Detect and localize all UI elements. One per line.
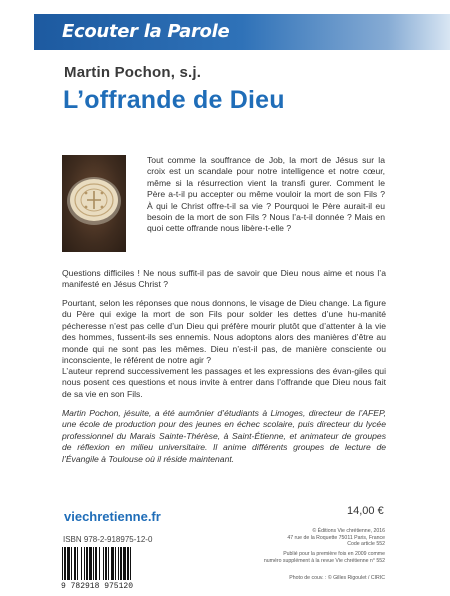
barcode-bar <box>84 547 85 580</box>
barcode-bar <box>111 547 114 580</box>
barcode-bar <box>99 547 100 580</box>
legal-edition-line-3: Code article 552 <box>347 541 385 548</box>
barcode-bar <box>115 547 116 580</box>
price: 14,00 € <box>347 505 384 517</box>
questions-block <box>62 268 386 291</box>
legal-edition-line-1: © Éditions Vie chrétienne, 2016 <box>312 528 385 534</box>
barcode-bar <box>64 547 66 580</box>
barcode-graphic <box>60 547 170 589</box>
barcode-bar <box>93 547 94 580</box>
publisher-website[interactable]: viechretienne.fr <box>64 509 161 524</box>
barcode-bar <box>67 547 70 580</box>
barcode-bar <box>81 547 82 580</box>
barcode-bar <box>118 547 119 580</box>
barcode-bar <box>105 547 107 580</box>
legal-publication <box>245 551 385 564</box>
barcode-bar <box>130 547 131 580</box>
barcode-bar <box>77 547 78 580</box>
legal-edition <box>245 528 385 548</box>
barcode-bar <box>95 547 97 580</box>
host-bread-photo <box>62 155 126 252</box>
legal-publication-line-1: Publié pour la première fois en 2009 comme <box>283 551 385 557</box>
paragraph-2: Pourtant, selon les réponses que nous donnons, le visage de Dieu change. La figure du Père qui exige la mort de son Fils pour solder les dettes d’une hu-manité pécheresse n’est pas celle d’un Dieu qui préfère mourir plutôt que d’attenter à la vie des hommes, fussent-ils ses ennemis. Nous adoptons alors des manières d’être au monde qui ne sont pas les mêmes. Dieu n’est-il pas, de manière consciente ou inconsciente, le référent de notre agir ? <box>62 298 386 366</box>
series-title: Ecouter la Parole <box>62 21 230 42</box>
paragraph-2-block <box>62 298 386 366</box>
barcode-bar <box>127 547 129 580</box>
author-name: Martin Pochon, s.j. <box>64 64 202 81</box>
photo-credit: Photo de couv. : © Gilles Rigoulet / CIRIC <box>289 575 385 581</box>
barcode <box>60 547 170 589</box>
author-bio: Martin Pochon, jésuite, a été aumônier d’étudiants à Limoges, directeur de l’AFEP, une école de production pour des jeunes en échec scolaire, puis directeur du lycée professionnel du Marais Sainte-Thérèse, à Saint-Étienne, et animateur de groupes de réflexion en milieu universitaire. Il anime différents groupes de lecture de l’Évangile à Toulouse où il réside maintenant. <box>62 408 386 464</box>
book-title: L’offrande de Dieu <box>63 86 285 114</box>
barcode-bar <box>123 547 126 580</box>
author-bio-block <box>62 408 386 465</box>
legal-photo-credit <box>245 575 385 582</box>
barcode-digits: 9 782918 975120 <box>61 582 134 589</box>
barcode-bar <box>120 547 122 580</box>
barcode-bar <box>89 547 92 580</box>
barcode-bar <box>71 547 72 580</box>
questions-paragraph: Questions difficiles ! Ne nous suffit-il pas de savoir que Dieu nous aime et nous l’a manifesté en Jésus Christ ? <box>62 268 386 290</box>
barcode-bar <box>74 547 76 580</box>
isbn: ISBN 978-2-918975-12-0 <box>63 535 153 544</box>
paragraph-3: L’auteur reprend successivement les passages et les expressions des évan-giles qui nous posent ces questions et nous invite à entrer dans l’offrande que Dieu nous fait de sa vie en son Fils. <box>62 366 386 399</box>
intro-paragraph: Tout comme la souffrance de Job, la mort de Jésus sur la croix est un scandale pour notre intelligence et notre cœur, même si la résurrection vient la transfi gurer. Comment le Père a-t-il pu accepter ou même vouloir la mort de son Fils ? À qui le Christ offre-t-il sa vie ? Pourquoi le Père aurait-il eu besoin de la mort de son Fils ? Nous l’a-t-il donnée ? Mais en quoi cette offrande nous libère-t-elle ? <box>147 155 385 234</box>
paragraph-3-block <box>62 366 386 400</box>
intro-column <box>147 155 385 235</box>
barcode-bar <box>108 547 109 580</box>
legal-publication-line-2: numéro supplément à la revue Vie chrétienne n° 552 <box>263 557 385 564</box>
barcode-bar <box>86 547 88 580</box>
host-bread-illustration <box>62 155 126 252</box>
barcode-bar <box>103 547 104 580</box>
legal-edition-line-2: 47 rue de la Roquette 75011 Paris, France <box>287 534 385 541</box>
barcode-bar <box>62 547 63 580</box>
